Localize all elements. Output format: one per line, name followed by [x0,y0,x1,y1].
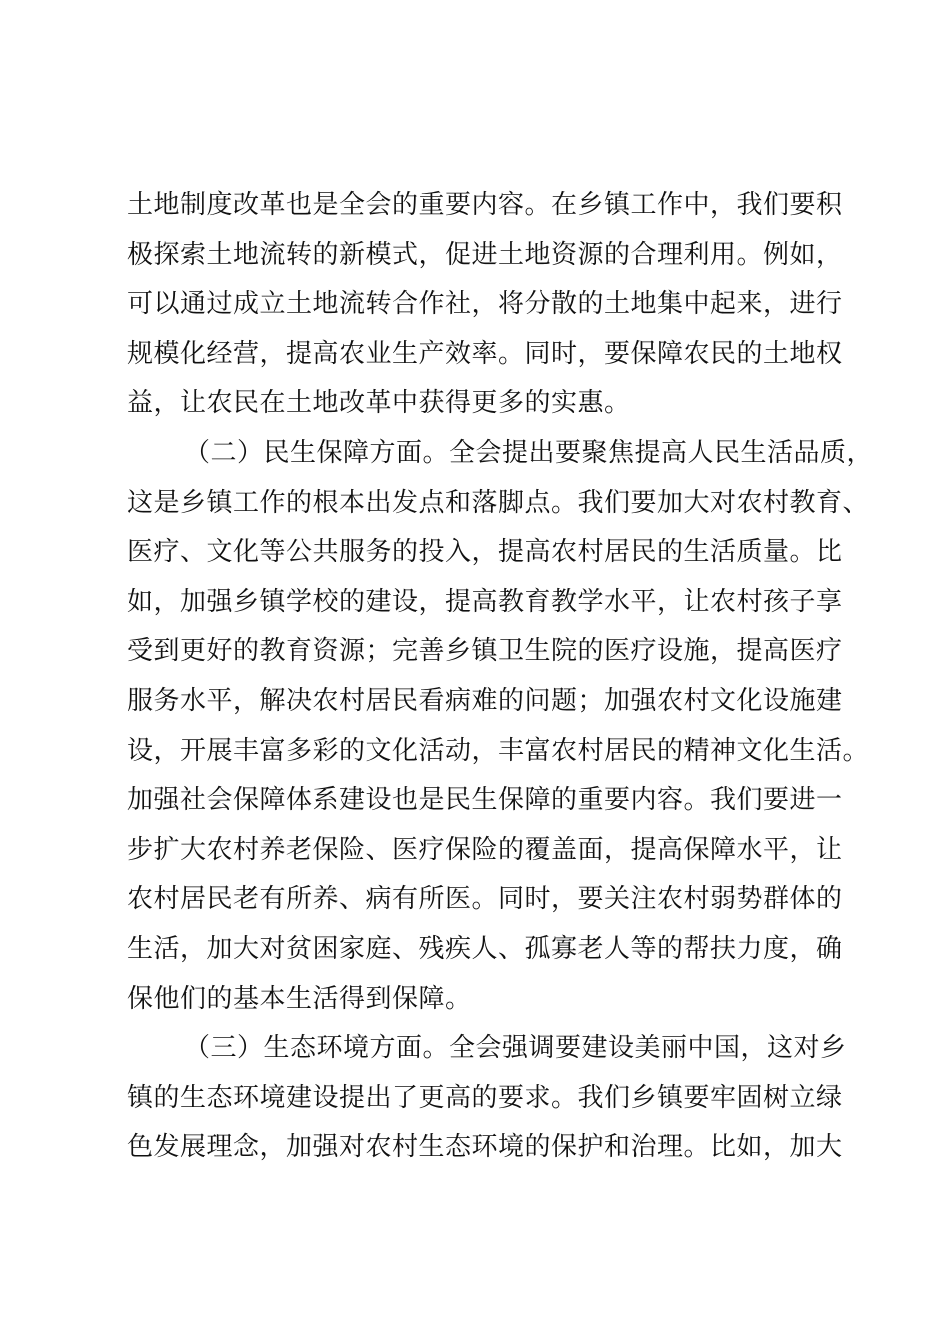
text-line: 可以通过成立土地流转合作社，将分散的土地集中起来，进行 [127,289,843,320]
text-line: 设，开展丰富多彩的文化活动，丰富农村居民的精神文化生活。 [127,735,870,766]
section-heading-line: （三）生态环境方面。全会强调要建设美丽中国，这对乡 [184,1033,847,1064]
text-line: 极探索土地流转的新模式，促进土地资源的合理利用。例如， [127,239,843,270]
text-line: 加强社会保障体系建设也是民生保障的重要内容。我们要进一 [127,785,843,816]
document-body [127,181,874,1173]
text-line: 受到更好的教育资源；完善乡镇卫生院的医疗设施，提高医疗 [127,636,843,667]
text-line: 服务水平，解决农村居民看病难的问题；加强农村文化设施建 [127,685,843,716]
text-line: 农村居民老有所养、病有所医。同时，要关注农村弱势群体的 [127,884,843,915]
text-line: 这是乡镇工作的根本出发点和落脚点。我们要加大对农村教育、 [127,487,870,518]
text-line: 如，加强乡镇学校的建设，提高教育教学水平，让农村孩子享 [127,586,843,617]
text-line: 生活，加大对贫困家庭、残疾人、孤寡老人等的帮扶力度，确 [127,933,843,964]
text-line: 医疗、文化等公共服务的投入，提高农村居民的生活质量。比 [127,537,843,568]
text-line: 色发展理念，加强对农村生态环境的保护和治理。比如，加大 [127,1132,843,1163]
section-heading-line: （二）民生保障方面。全会提出要聚焦提高人民生活品质， [184,437,874,468]
text-line: 规模化经营，提高农业生产效率。同时，要保障农民的土地权 [127,338,843,369]
text-line: 保他们的基本生活得到保障。 [127,983,472,1014]
text-line: 镇的生态环境建设提出了更高的要求。我们乡镇要牢固树立绿 [127,1082,843,1113]
text-line: 益，让农民在土地改革中获得更多的实惠。 [127,388,631,419]
text-line: 步扩大农村养老保险、医疗保险的覆盖面，提高保障水平，让 [127,834,843,865]
text-line: 土地制度改革也是全会的重要内容。在乡镇工作中，我们要积 [127,190,843,220]
